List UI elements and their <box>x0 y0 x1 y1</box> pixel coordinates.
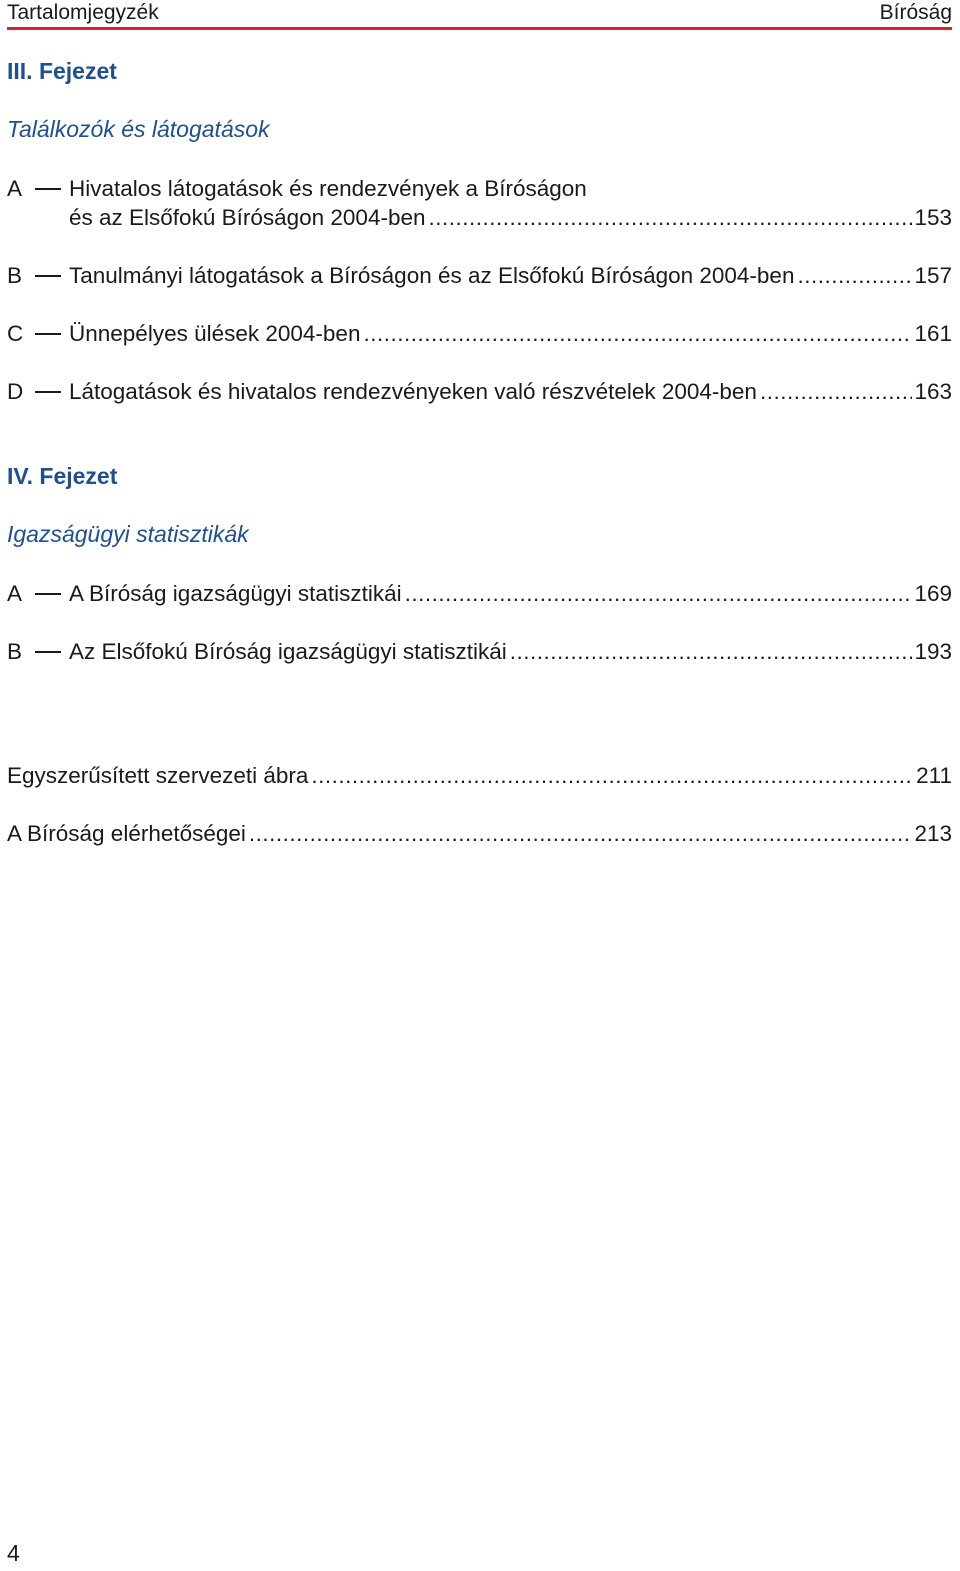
em-dash <box>35 651 61 653</box>
entry-letter: C <box>7 321 24 346</box>
entry-text: Tanulmányi látogatások a Bíróságon és az Elsőfokú Bíróságon 2004-ben <box>69 263 795 288</box>
toc-entry-3b[interactable] <box>7 261 952 290</box>
running-header <box>7 0 952 30</box>
entry-letter: A <box>7 581 23 606</box>
em-dash <box>35 391 61 393</box>
dot-leader <box>797 261 912 290</box>
dot-leader <box>760 377 913 406</box>
em-dash <box>35 333 61 335</box>
dot-leader <box>249 819 913 848</box>
entry-text: Látogatások és hivatalos rendezvényeken való részvételek 2004-ben <box>69 379 757 404</box>
entry-page-number: 163 <box>914 379 952 404</box>
entry-page-number: 169 <box>914 581 952 606</box>
em-dash <box>35 593 61 595</box>
entry-letter: B <box>7 263 23 288</box>
em-dash <box>35 188 61 190</box>
dot-leader <box>428 203 912 232</box>
toc-entry-org-chart[interactable] <box>7 761 952 790</box>
toc-entry-4a[interactable] <box>7 579 952 608</box>
toc-entry-4b[interactable] <box>7 637 952 666</box>
entry-text: Egyszerűsített szervezeti ábra <box>7 763 309 788</box>
entry-text: A Bíróság igazságügyi statisztikái <box>69 581 402 606</box>
dot-leader <box>405 579 913 608</box>
entry-page-number: 211 <box>916 763 952 788</box>
dot-leader <box>311 761 914 790</box>
toc-entry-contacts[interactable] <box>7 819 952 848</box>
toc-entry-3d[interactable] <box>7 377 952 406</box>
header-right-title: Bíróság <box>879 1 952 24</box>
chapter-3-subtitle: Találkozók és látogatások <box>7 116 270 142</box>
entry-text-line2: és az Elsőfokú Bíróságon 2004-ben <box>69 205 426 230</box>
dot-leader <box>363 319 912 348</box>
entry-text: Az Elsőfokú Bíróság igazságügyi statisztikái <box>69 639 507 664</box>
entry-letter: B <box>7 639 23 664</box>
chapter-4-title: IV. Fejezet <box>7 463 118 489</box>
page-number: 4 <box>7 1540 20 1566</box>
entry-letter: A <box>7 176 23 201</box>
chapter-3-title: III. Fejezet <box>7 58 117 84</box>
entry-letter: D <box>7 379 24 404</box>
entry-text-line1: Hivatalos látogatások és rendezvények a Bíróságon <box>69 176 587 201</box>
entry-text: A Bíróság elérhetőségei <box>7 821 246 846</box>
entry-page-number: 153 <box>914 205 952 230</box>
em-dash <box>35 275 61 277</box>
chapter-4-subtitle: Igazságügyi statisztikák <box>7 521 249 547</box>
dot-leader <box>510 637 913 666</box>
header-left-title: Tartalomjegyzék <box>7 1 159 24</box>
entry-page-number: 157 <box>914 263 952 288</box>
entry-text: Ünnepélyes ülések 2004-ben <box>69 321 361 346</box>
entry-page-number: 161 <box>914 321 952 346</box>
entry-page-number: 213 <box>914 821 952 846</box>
toc-entry-3a[interactable] <box>7 174 952 232</box>
toc-entry-3c[interactable] <box>7 319 952 348</box>
entry-page-number: 193 <box>914 639 952 664</box>
